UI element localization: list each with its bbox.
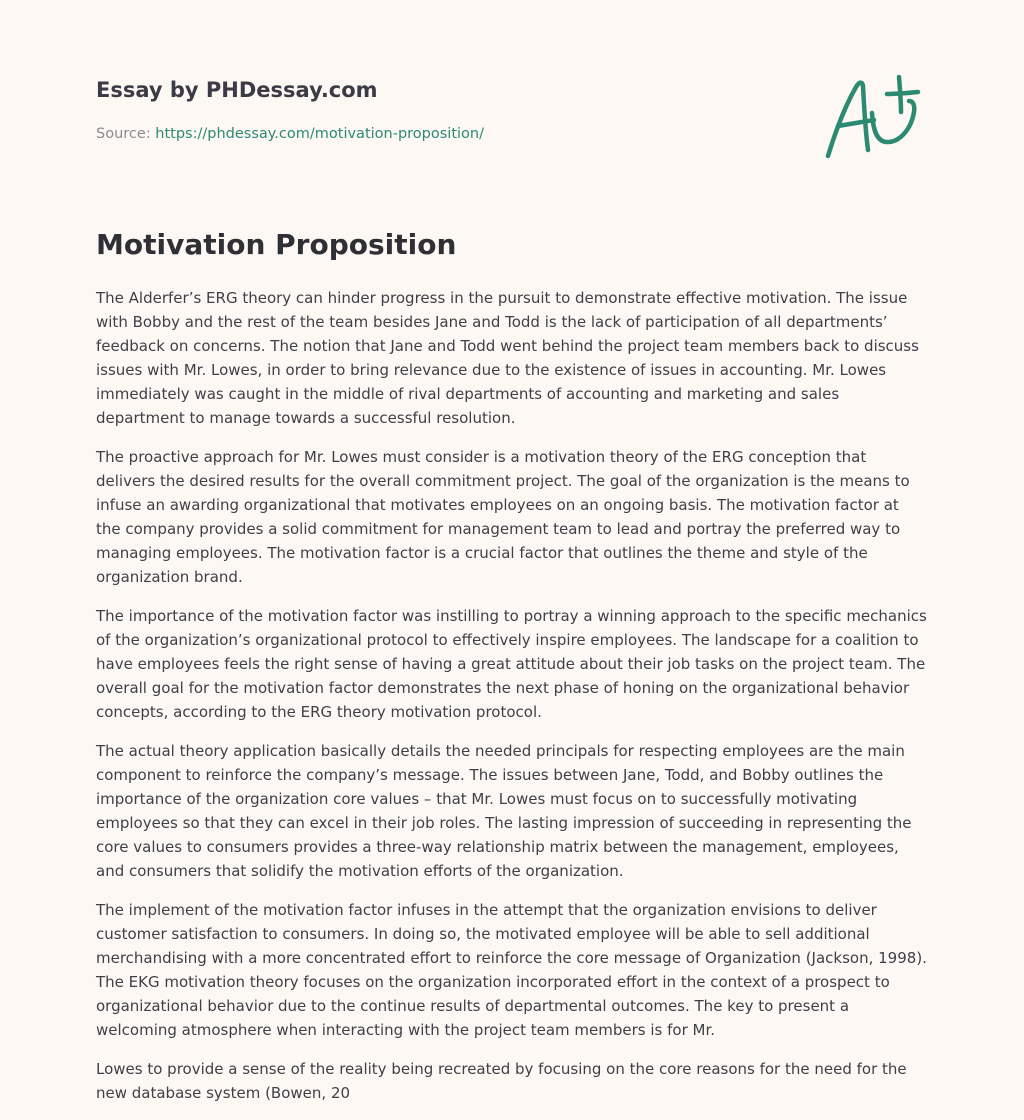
essay-body (96, 286, 928, 1120)
source-link[interactable]: https://phdessay.com/motivation-proposition/ (155, 126, 484, 142)
essay-paragraph: The proactive approach for Mr. Lowes must consider is a motivation theory of the ERG conception that delivers the desired results for the overall commitment project. The goal of the organization is the means to infuse an awarding organizational that motivates employees on an ongoing basis. The motivation factor at the company provides a solid commitment for management team to lead and portray the preferred way to managing employees. The motivation factor is a crucial factor that outlines the theme and style of the organization brand. (96, 448, 910, 586)
essay-paragraph: The actual theory application basically details the needed principals for respecting employees are the main component to reinforce the company’s message. The issues between Jane, Todd, and Bobby outlines the importance of the organization core values – that Mr. Lowes must focus on to successfully motivating employees so that they can excel in their job roles. The lasting impression of succeeding in representing the core values to consumers provides a three-way relationship matrix between the management, employees, and consumers that solidify the motivation efforts of the organization. (96, 742, 912, 880)
site-title: Essay by PHDessay.com (96, 78, 378, 102)
source-label: Source: (96, 126, 151, 142)
essay-paragraph: Lowes to provide a sense of the reality being recreated by focusing on the core reasons for the need for the new database system (Bowen, 20 (96, 1060, 907, 1102)
essay-paragraph: The importance of the motivation factor was instilling to portray a winning approach to the specific mechanics of the organization’s organizational protocol to effectively inspire employees. The landscape for a coalition to have employees feels the right sense of having a great attitude about their job tasks on the project team. The overall goal for the motivation factor demonstrates the next phase of honing on the organizational behavior concepts, according to the ERG theory motivation protocol. (96, 607, 927, 721)
essay-title: Motivation Proposition (96, 228, 457, 261)
essay-paragraph: The Alderfer’s ERG theory can hinder progress in the pursuit to demonstrate effective motivation. The issue with Bobby and the rest of the team besides Jane and Todd is the lack of participation of all departments’ feedback on concerns. The notion that Jane and Todd went behind the project team members back to discuss issues with Mr. Lowes, in order to bring relevance due to the existence of issues in accounting. Mr. Lowes immediately was caught in the middle of rival departments of accounting and marketing and sales department to manage towards a successful resolution. (96, 289, 919, 427)
source-line (96, 124, 484, 144)
page-header (96, 76, 926, 186)
a-plus-grade-icon (822, 70, 926, 162)
essay-paragraph: The implement of the motivation factor infuses in the attempt that the organization envisions to deliver customer satisfaction to consumers. In doing so, the motivated employee will be able to sell additional merchandising with a more concentrated effort to reinforce the core message of Organization (Jackson, 1998). The EKG motivation theory focuses on the organization incorporated effort in the context of a prospect to organizational behavior due to the continue results of departmental outcomes. The key to present a welcoming atmosphere when interacting with the project team members is for Mr. (96, 901, 927, 1039)
